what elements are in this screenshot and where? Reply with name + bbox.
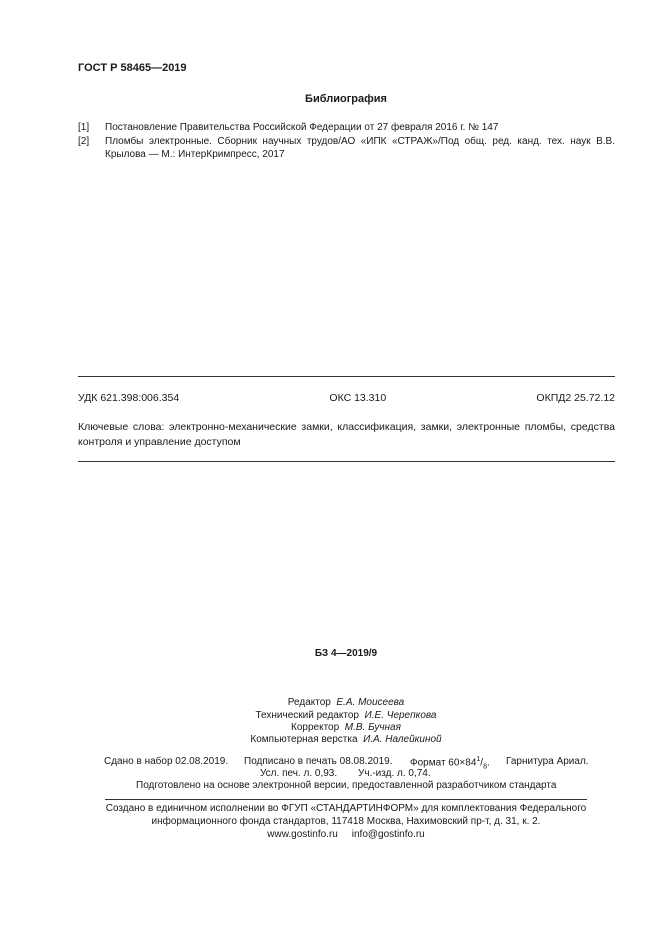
bz-number: БЗ 4—2019/9 <box>314 648 378 659</box>
imprint-submitted: Сдано в набор 02.08.2019. <box>104 756 229 767</box>
keywords: Ключевые слова: электронно-механические замки, классификация, замки, электронные пломбы, средства контроля и управление доступом <box>78 421 615 448</box>
bibliography-item <box>78 135 615 161</box>
oks-code: ОКС 13.310 <box>329 392 387 404</box>
website-link[interactable]: www.gostinfo.ru <box>267 829 338 840</box>
bibliography-item-text: Пломбы электронные. Сборник научных трудов/АО «ИПК «СТРАЖ»/Под общ. ред. канд. тех. наук В.В. Крылова — М.: ИнтерКримпресс, 2017 <box>105 136 615 160</box>
imprint-print-sheets: Усл. печ. л. 0,93. <box>260 768 338 779</box>
staff-name: И.Е. Черепкова <box>364 710 437 721</box>
footer-contacts <box>0 828 661 842</box>
bibliography-item-text: Постановление Правительства Российской Федерации от 27 февраля 2016 г. № 147 <box>105 122 499 133</box>
staff-corrector <box>0 722 661 733</box>
footer-line-1: Создано в единичном исполнении во ФГУП «СТАНДАРТИНФОРМ» для комплектования Федерального <box>105 803 587 814</box>
classification-row <box>78 392 615 404</box>
top-rule <box>78 376 615 377</box>
footer-rule <box>105 799 587 800</box>
staff-role: Компьютерная верстка <box>250 734 358 745</box>
bibliography-title: Библиография <box>305 93 387 105</box>
staff-tech-editor <box>0 710 661 721</box>
staff-name: И.А. Налейкиной <box>363 734 442 745</box>
footer-line-2: информационного фонда стандартов, 117418 Москва, Нахимовский пр-т, д. 31, к. 2. <box>151 816 541 827</box>
staff-name: Е.А. Моисеева <box>336 697 405 708</box>
imprint-format: Формат $60\times 84^1/_8$. <box>410 756 490 771</box>
bibliography-item <box>78 121 615 134</box>
okpd-code: ОКПД2 25.72.12 <box>536 392 615 404</box>
staff-role: Редактор <box>287 697 331 708</box>
staff-role: Технический редактор <box>255 710 359 721</box>
udk-code: УДК 621.398:006.354 <box>78 392 180 404</box>
bibliography-item-number: [2] <box>78 136 90 147</box>
staff-role: Корректор <box>291 722 340 733</box>
email-link[interactable]: info@gostinfo.ru <box>351 829 425 840</box>
standard-code: ГОСТ Р 58465—2019 <box>78 62 187 74</box>
imprint-prepared: Подготовлено на основе электронной версии, предоставленной разработчиком стандарта <box>136 780 557 791</box>
imprint-pub-sheets: Уч.-изд. л. 0,74. <box>358 768 431 779</box>
staff-editor <box>0 697 661 708</box>
imprint-signed: Подписано в печать 08.08.2019. <box>244 756 393 767</box>
bibliography-item-number: [1] <box>78 122 90 133</box>
staff-name: М.В. Бучная <box>344 722 401 733</box>
imprint-typeface: Гарнитура Ариал. <box>506 756 589 767</box>
bottom-rule <box>78 461 615 462</box>
staff-layout <box>0 734 661 745</box>
